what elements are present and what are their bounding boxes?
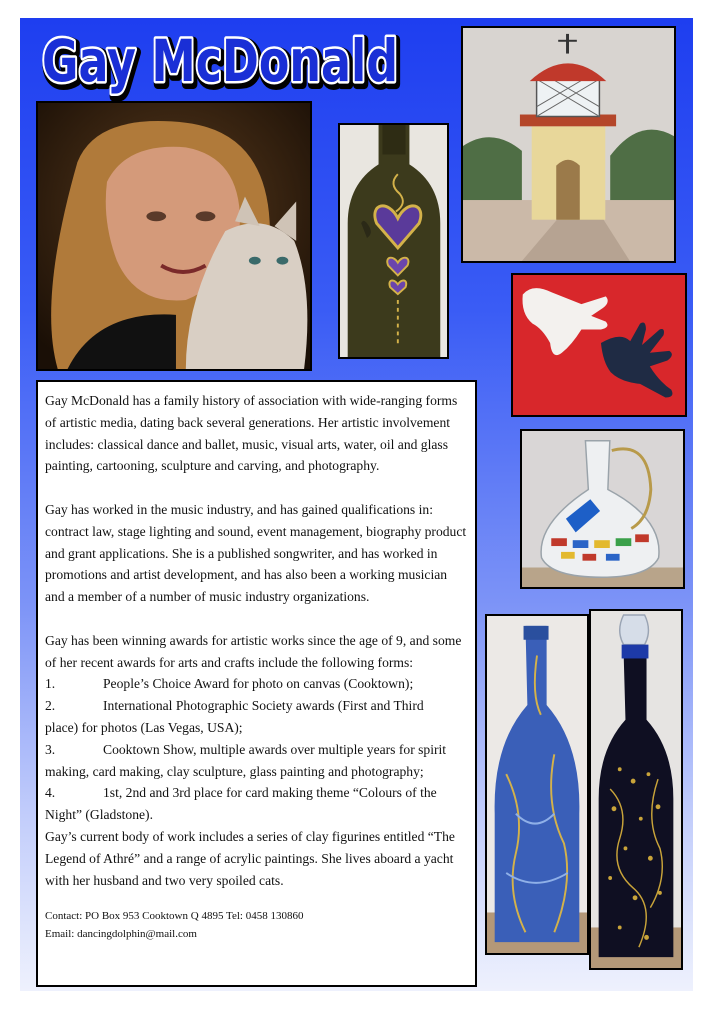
award-text: Cooktown Show, multiple awards over multiple years for spirit xyxy=(103,741,447,757)
award-text: People’s Choice Award for photo on canvas (Cooktown); xyxy=(103,676,414,692)
award-text: 1st, 2nd and 3rd place for card making theme “Colours of the xyxy=(103,785,437,801)
title-logo xyxy=(38,22,410,102)
lighthouse-painting xyxy=(461,26,676,263)
award-number: 4. xyxy=(45,785,56,801)
blue-bottle-photo xyxy=(485,614,589,955)
gold-bottle-photo xyxy=(589,609,683,970)
award-item xyxy=(45,695,467,717)
bio-paragraph-2: Gay has worked in the music industry, and has gained qualifications in: contract law, stage lighting and sound, event management, biography product and grant applications. She is a published songwriter, and has worked in promotions and artist development, and has also been a working musician and a member of a number of music industry organizations. xyxy=(45,501,467,605)
award-number: 3. xyxy=(45,741,56,757)
bottle-hearts-photo xyxy=(338,123,449,359)
award-number: 2. xyxy=(45,698,56,714)
awards-list xyxy=(45,673,467,826)
award-continuation: place) for photos (Las Vegas, USA); xyxy=(45,719,243,735)
biography-textbox xyxy=(36,380,477,987)
award-item xyxy=(45,739,467,761)
award-text: International Photographic Society awards (First and Third xyxy=(103,698,424,714)
award-number: 1. xyxy=(45,676,56,692)
award-continuation: making, card making, clay sculpture, glass painting and photography; xyxy=(45,763,424,779)
award-continuation: Night” (Gladstone). xyxy=(45,807,153,823)
award-item xyxy=(45,782,467,804)
decanter-photo xyxy=(520,429,685,589)
contact-address: Contact: PO Box 953 Cooktown Q 4895 Tel: 0458 130860 xyxy=(45,910,304,923)
contact-email[interactable]: Email: dancingdolphin@mail.com xyxy=(45,928,197,941)
hands-sculpture-photo xyxy=(511,273,687,417)
award-item xyxy=(45,673,467,695)
bio-paragraph-1: Gay McDonald has a family history of association with wide-ranging forms of artistic media, dating back several generations. Her artistic involvement includes: classical dance and ballet, music, visual arts, water, oil and glass painting, cartooning, sculpture and carving, and photography. xyxy=(45,393,458,474)
bio-paragraph-3: Gay has been winning awards for artistic works since the age of 9, and some of her recent awards for arts and crafts include the following forms: xyxy=(45,632,462,670)
contact-block xyxy=(45,907,467,943)
title-text-shadow: Gay McDonald xyxy=(44,30,400,98)
portrait-photo xyxy=(36,101,312,371)
title-text: Gay McDonald xyxy=(42,27,398,95)
bio-paragraph-4: Gay’s current body of work includes a series of clay figurines entitled “The Legend of Athré” and a range of acrylic paintings. She lives aboard a yacht with her husband and two very spoiled cats. xyxy=(45,828,455,888)
